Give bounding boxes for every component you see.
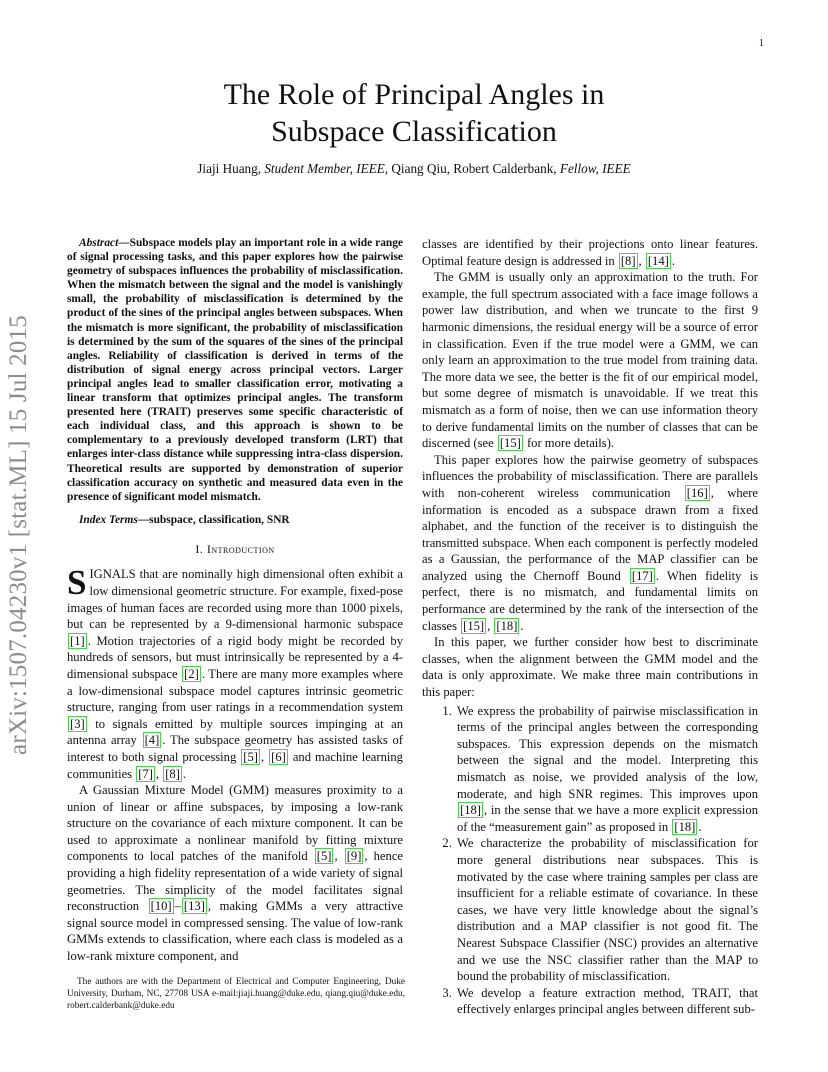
citation-link[interactable]: [7] — [138, 766, 153, 781]
page-number: 1 — [759, 38, 764, 49]
right-paragraph-3: In this paper, we further consider how best to discriminate classes, when the alignment between the GMM model and the data is only approximate. We make three main contributions in this paper: — [422, 635, 758, 700]
citation-link[interactable]: [17] — [631, 568, 653, 583]
title-line-2: Subspace Classification — [271, 115, 557, 148]
right-p2-text: . When fidelity is perfect, there is no mismatch, and fundamental limits on performance are determined by the rank of the intersection of the classes — [422, 568, 758, 633]
abstract — [67, 236, 403, 504]
title-line-1: The Role of Principal Angles in — [223, 78, 605, 111]
citation-link[interactable]: [15] — [463, 618, 485, 633]
citation-link[interactable]: [8] — [165, 766, 180, 781]
author-calderbank-role: Fellow, IEEE — [559, 161, 631, 176]
intro-p2-text: , — [334, 849, 344, 864]
right-paragraph-0 — [422, 236, 758, 269]
left-column — [67, 236, 403, 965]
citation-link[interactable]: [13] — [183, 899, 205, 914]
citation-link[interactable]: [3] — [70, 716, 85, 731]
citation-link[interactable]: [5] — [243, 749, 258, 764]
intro-first-word: IGNALS — [89, 567, 136, 582]
intro-p1-text: to signals emitted by multiple sources impinging at an antenna array — [67, 716, 403, 748]
contribution-item-3: 3. We develop a feature extraction method, TRAIT, that effectively enlarges principal angles between different sub- — [455, 985, 758, 1018]
abstract-text: —Subspace models play an important role in a wide range of signal processing tasks, and this paper explores how the pairwise geometry of subspaces influences the probability of misclassification. When the mismatch between the signal and the model is vanishingly small, the probability of misclassification is determined by the product of the sines of the principal angles between subspaces. When the mismatch is more significant, the probability of misclassification is determined by the sum of the squares of the sines of the principal angles. Reliability of classification is derived in terms of the distribution of signal energy across principal vectors. Larger principal angles lead to smaller classification error, motivating a linear transform that optimizes principal angles. The transform presented here (TRAIT) preserves some specific characteristic of each individual class, and this approach is shown to be complementary to a previously developed transform (LRT) that enlarges inter-class distance while suppressing intra-class dispersion. Theoretical results are supported by demonstration of superior classification accuracy on synthetic and measured data even in the presence of significant model mismatch. — [67, 237, 403, 503]
intro-p1-text: . There are many more examples where a low-dimensional subspace model captures intrinsic geometric structure, ranging from user ratings in a recommendation system — [67, 666, 403, 715]
paper-title — [0, 76, 828, 150]
right-p0-text: . — [671, 253, 675, 268]
citation-link[interactable]: [16] — [686, 485, 708, 500]
intro-p1-text: that are nominally high dimensional often exhibit a low dimensional geometric structure. For example, fixed-pose images of human faces are recorded using more than 1000 pixels, but can be represented by a 9-dimensional harmonic subspace — [67, 567, 403, 632]
author-affiliation-footnote: The authors are with the Department of Electrical and Computer Engineering, Duke University, Durham, NC, 27708 USA e-mail:jiaji.huang@duke.edu, qiang.qiu@duke.edu, robert.calderbank@duke.edu — [67, 977, 405, 1011]
intro-p2-text: , hence providing a high fidelity representation of a wide variety of signal geometries. The simplicity of the model facilitates signal reconstruction — [67, 849, 403, 914]
citation-link[interactable]: [2] — [184, 666, 199, 681]
right-paragraph-1 — [422, 269, 758, 452]
author-line — [0, 161, 828, 177]
section-heading-introduction: I. Introduction — [195, 541, 275, 556]
intro-p1-text: , — [260, 749, 269, 764]
index-terms — [67, 513, 403, 527]
right-p0-text: , — [638, 253, 645, 268]
arxiv-id: arXiv:1507.04230v1 [stat.ML] 15 Jul 2015 — [5, 315, 33, 755]
citation-link[interactable]: [1] — [70, 633, 85, 648]
right-paragraph-2 — [422, 452, 758, 635]
contribution-item-2: 2. We characterize the probability of misclassification for more general distributions near subspaces. This is motivated by the case where training samples per class are insufficient for a reliable estimate of covariance. In these cases, we have very little knowledge about the signal’s distribution and a MAP classifier is not good fit. The Nearest Subspace Classifier (NSC) provides an alternative and we use the NSC classifier rather than the MAP to bound the probability of misclassification. — [455, 835, 758, 984]
author-qiu-calderbank: Qiang Qiu, Robert Calderbank, — [388, 161, 560, 176]
citation-link[interactable]: [18] — [674, 819, 696, 834]
citation-link[interactable]: [4] — [144, 733, 160, 748]
intro-p2-text: , making GMMs a very attractive signal source model in compressed sensing. The value of low-rank GMMs extends to classification, where each class is modeled as a low-rank mixture component, and — [67, 899, 404, 964]
citation-link[interactable]: [9] — [346, 849, 362, 864]
index-terms-text: —subspace, classification, SNR — [137, 513, 290, 526]
citation-link[interactable]: [18] — [460, 803, 481, 818]
citation-link[interactable]: [10] — [150, 899, 172, 914]
intro-p2-text: A Gaussian Mixture Model (GMM) measures proximity to a union of linear or affine subspaces, by imposing a low-rank structure on the covariance of each mixture component. It can be used to approximate a nonlinear manifold by fitting mixture components to local patches of the manifold — [67, 783, 403, 864]
right-p2-text: This paper explores how the pairwise geometry of subspaces influences the probability of misclassification. There are parallels with non-coherent wireless communication — [422, 452, 758, 500]
intro-p2-text: – — [174, 899, 181, 914]
contribution-1-text: , in the sense that we have a more explicit expression of the “measurement gain” as proposed in — [457, 803, 758, 834]
citation-link[interactable]: [5] — [316, 849, 332, 864]
right-p1-text: for more details). — [523, 436, 615, 451]
index-terms-label: Index Terms — [79, 513, 138, 526]
citation-link[interactable]: [8] — [620, 253, 636, 268]
contributions-list — [422, 703, 758, 1018]
contribution-1-text: We express the probability of pairwise misclassification in terms of the principal angles between the corresponding subspaces. This expression depends on the mismatch between the signal and the model. Interpreting this mismatch as noise, we provided analysis of the low, moderate, and high SNR regimes. This improves upon — [457, 703, 758, 801]
abstract-label: Abstract — [79, 237, 119, 249]
arxiv-sidebar-stamp — [2, 295, 36, 775]
intro-p1-text: . Motion trajectories of a rigid body might be recorded by hundreds of sensors, but must intrinsically be represented by a 4-dimensional subspace — [67, 633, 403, 681]
contribution-1-text: . — [698, 819, 702, 834]
right-p0-text: classes are identified by their projections onto linear features. Optimal feature design is addressed in — [422, 237, 758, 268]
intro-p1-text: , — [155, 766, 163, 781]
right-column — [422, 236, 758, 1018]
intro-paragraph-2 — [67, 782, 403, 965]
intro-p1-text: and machine learning communities — [67, 749, 403, 781]
citation-link[interactable]: [14] — [647, 253, 669, 268]
intro-paragraph-1 — [67, 563, 403, 782]
contribution-item-1 — [455, 703, 758, 836]
intro-p1-text: . — [182, 766, 187, 781]
right-p2-text: , — [487, 618, 494, 633]
author-huang-role: Student Member, IEEE, — [264, 161, 389, 176]
right-p2-text: , where information is encoded as a subspace drawn from a fixed alphabet, and the function of the receiver is to distinguish the transmitted subspace. When each component is perfectly modeled as a Gaussian, the performance of the MAP classifier can be analyzed using the Chernoff Bound — [422, 485, 759, 583]
right-p1-text: The GMM is usually only an approximation to the truth. For example, the full spectrum associated with a face image follows a power law distribution, and when we truncate to the first 9 harmonic dimensions, the residual energy will be a source of error in classification. Even if the true model were a GMM, we can only learn an approximation to the true model from training data. The more data we see, the better is the fit of our empirical model, but some degree of mismatch is unavoidable. If we treat this mismatch as a form of noise, then we can use information theory to derive fundamental limits on the number of classes that can be discerned (see — [422, 270, 758, 451]
citation-link[interactable]: [18] — [496, 618, 518, 633]
citation-link[interactable]: [15] — [499, 436, 521, 451]
drop-cap: S — [67, 563, 87, 603]
citation-link[interactable]: [6] — [271, 749, 286, 764]
intro-p1-text: . The subspace geometry has assisted tasks of interest to both signal processing — [67, 733, 403, 764]
author-huang: Jiaji Huang, — [197, 161, 265, 176]
right-p2-text: . — [520, 618, 524, 633]
